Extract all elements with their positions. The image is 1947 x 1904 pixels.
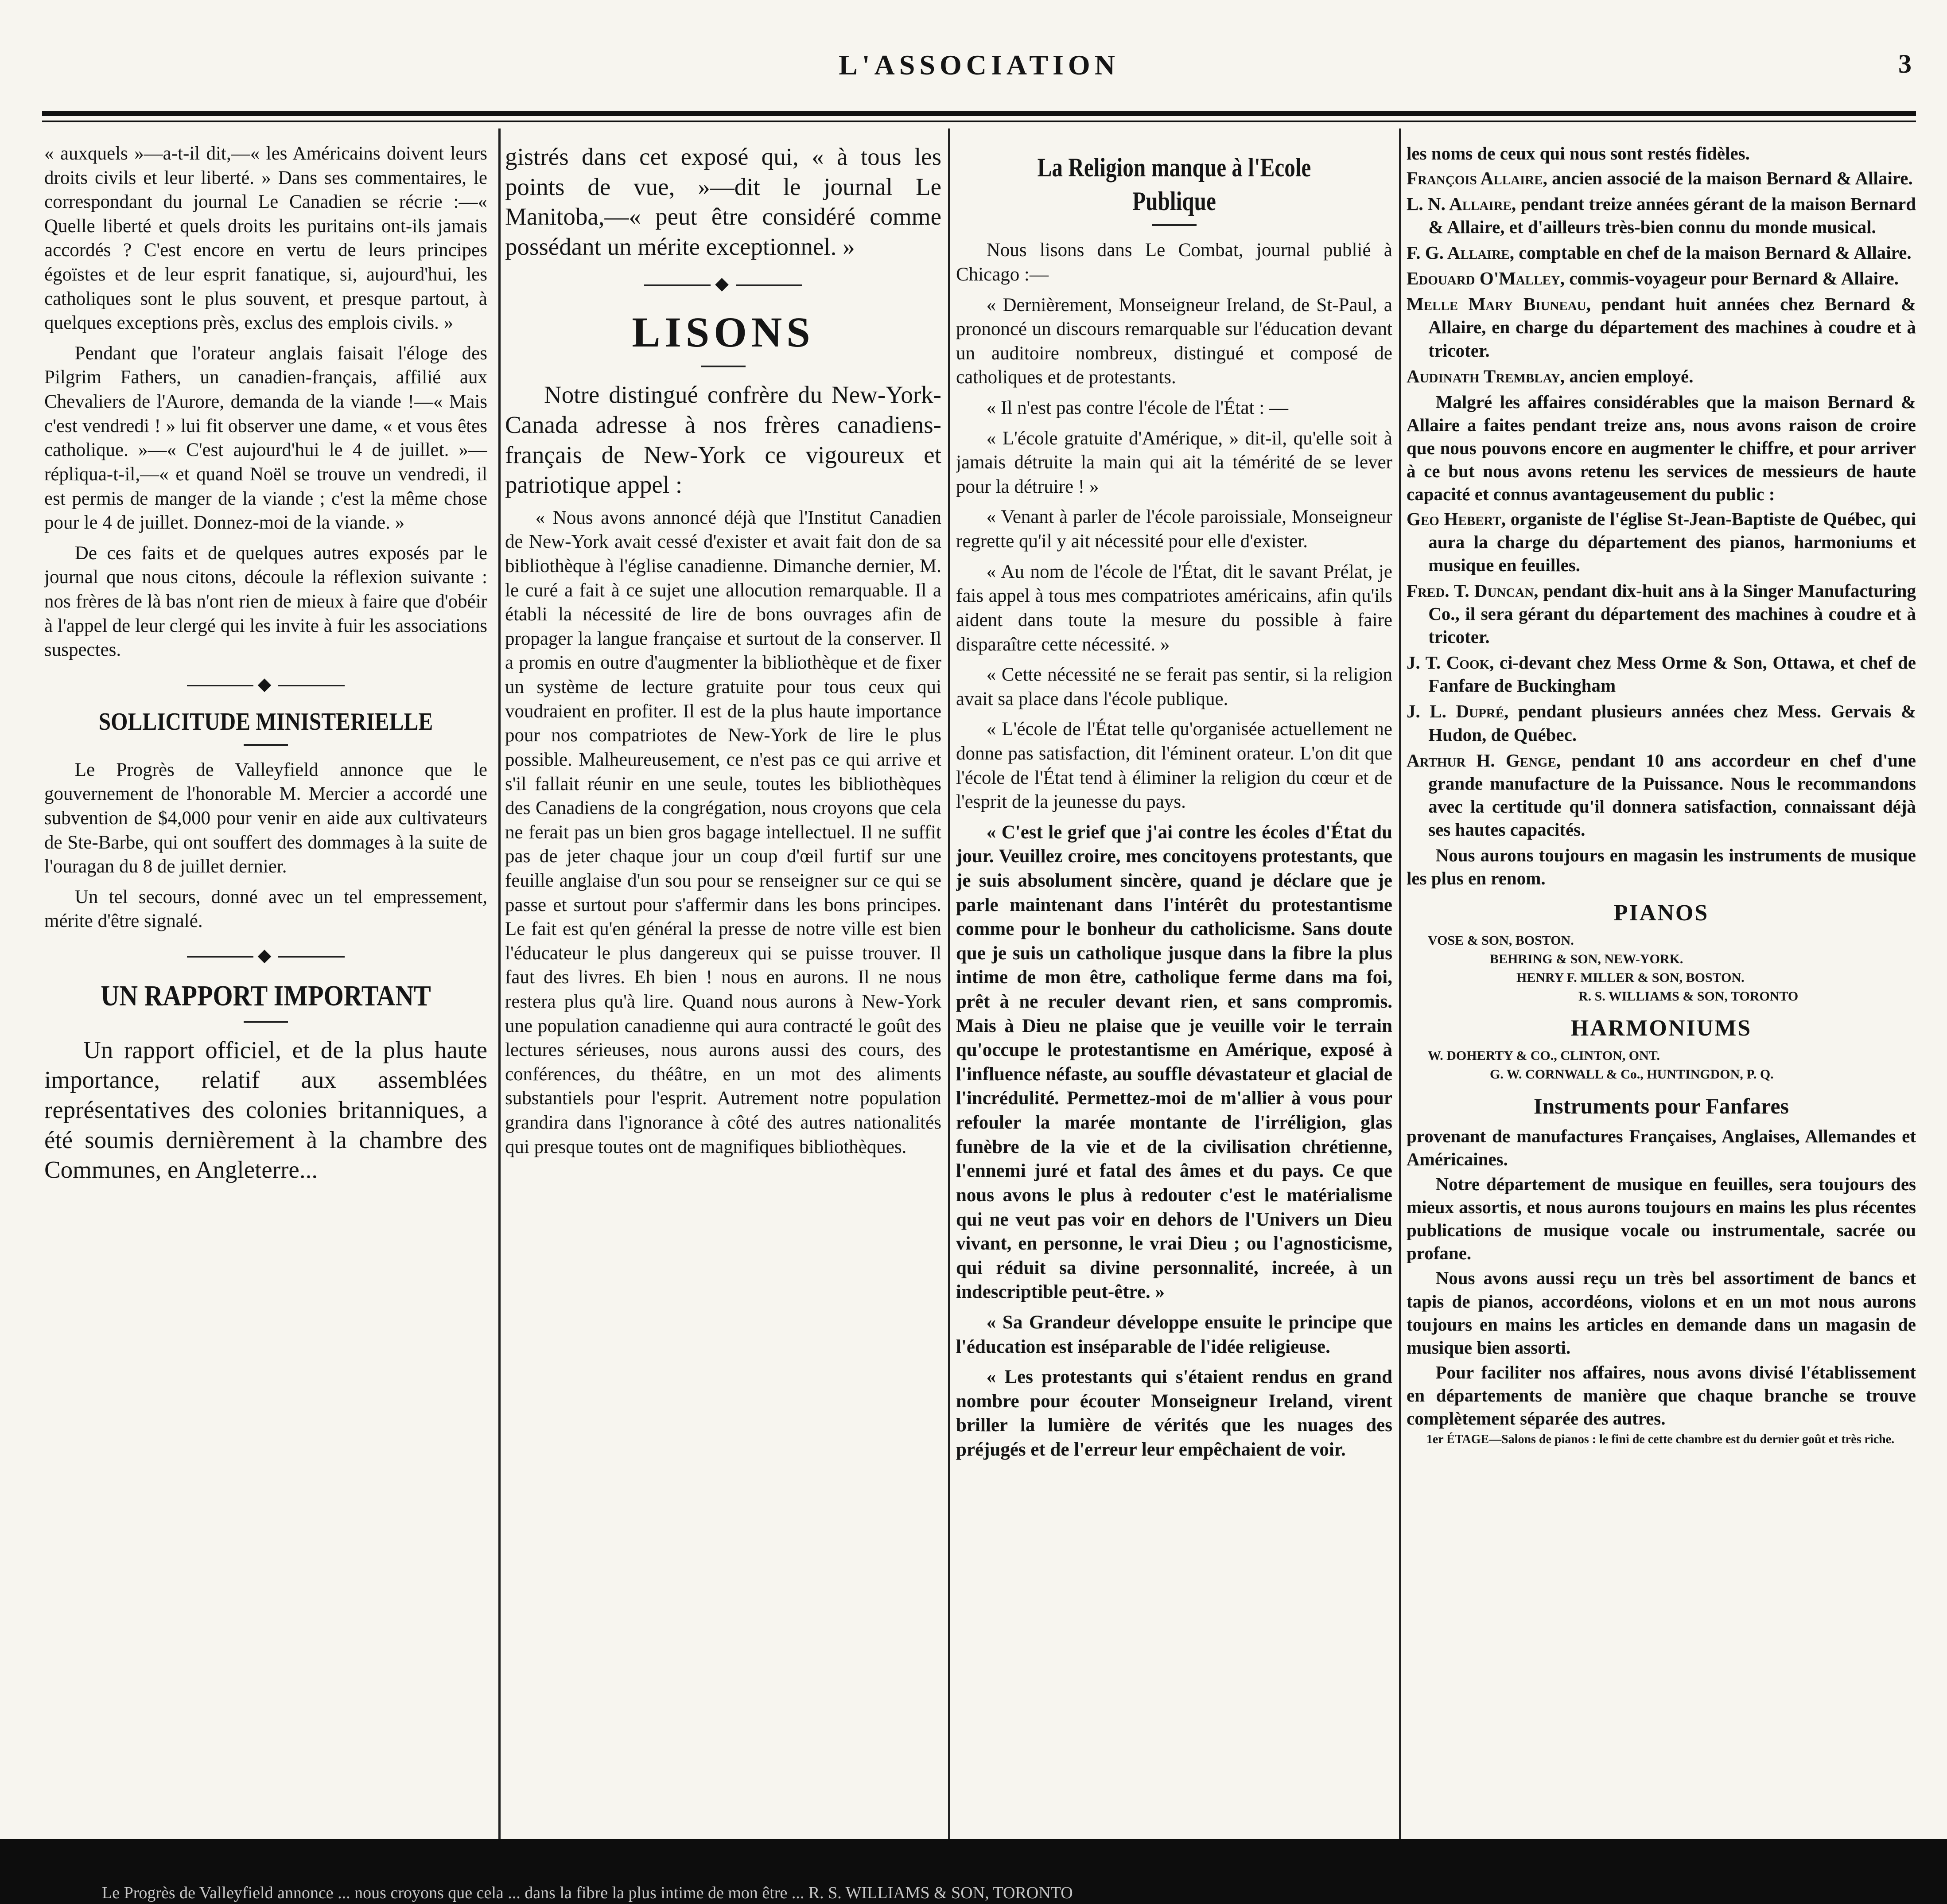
paragraph: les noms de ceux qui nous sont restés fidèles. bbox=[1407, 143, 1750, 164]
page-number: 3 bbox=[1898, 49, 1912, 78]
floor-listing: 1er ÉTAGE—Salons de pianos : le fini de cette chambre est du dernier goût et très riche. bbox=[1426, 1432, 1895, 1446]
staff-name: Audinath Tremblay bbox=[1407, 366, 1560, 386]
staff-desc: , ancien employé. bbox=[1560, 366, 1694, 386]
staff-desc: , commis-voyageur pour Bernard & Allaire. bbox=[1560, 268, 1899, 289]
section-heading: LISONS bbox=[632, 308, 815, 356]
short-rule bbox=[701, 366, 746, 367]
staff-name: Edouard O'Malley bbox=[1407, 268, 1560, 289]
paragraph: « Au nom de l'école de l'État, dit le savant Prélat, je fais appel à tous mes compatriotes américains, afin qu'ils aident dans toute la mesure du possible à faire disparaître cette nécessité. » bbox=[956, 561, 1392, 655]
staff-name: Melle Mary Biuneau bbox=[1407, 294, 1586, 315]
paragraph: « L'école de l'État telle qu'organisée actuellement ne donne pas satisfaction, dit l'éminent orateur. L'on dit que l'école de l'État tend à éliminer la religion du cœur et de l'esprit de la jeunesse du pays. bbox=[956, 719, 1392, 813]
paragraph: gistrés dans cet exposé qui, « à tous les points de vue, »—dit le journal Le Manitoba,—« peut être considéré comme possédant un mérite exceptionnel. » bbox=[505, 143, 941, 260]
staff-name: Fred. T. Duncan bbox=[1407, 580, 1534, 601]
paragraph: « L'école gratuite d'Amérique, » dit-il, qu'elle soit à jamais détruite la main qui ait la témérité de se lever pour la détruire ! » bbox=[956, 428, 1392, 497]
staff-entry bbox=[1407, 700, 1916, 746]
paragraph: Pendant que l'orateur anglais faisait l'éloge des Pilgrim Fathers, un canadien-français, affilié aux Chevaliers de l'Aurore, demanda de la viande !—« Mais c'est vendredi ! » lui fit observer une dame, « et vous êtes catholique. »—« C'est aujourd'hui le 4 de juillet. »—répliqua-t-il,—« et quand Noël se trouve un vendredi, il est permis de manger de la viande ; c'est la même chose pour le 4 de juillet. Donnez-moi de la viande. » bbox=[44, 343, 487, 533]
staff-name: Arthur H. Genge bbox=[1407, 750, 1556, 771]
staff-entry bbox=[1407, 292, 1916, 362]
staff-entry bbox=[1407, 749, 1916, 841]
ornament-divider: ◆ bbox=[44, 673, 487, 696]
paragraph: Nous lisons dans Le Combat, journal publié à Chicago :— bbox=[956, 240, 1392, 285]
staff-desc: , ci-devant chez Mess Orme & Son, Ottawa, et chef de Fanfare de Buckingham bbox=[1428, 652, 1916, 696]
staff-desc: , ancien associé de la maison Bernard & Allaire. bbox=[1543, 168, 1913, 189]
staff-name: F. G. Allaire bbox=[1407, 242, 1510, 263]
newspaper-title: L'ASSOCIATION bbox=[839, 49, 1119, 81]
short-rule bbox=[244, 744, 288, 746]
staff-desc: , comptable en chef de la maison Bernard & Allaire. bbox=[1509, 242, 1912, 263]
paragraph: « Venant à parler de l'école paroissiale, Monseigneur regrette qu'il y ait nécessité pour elle d'exister. bbox=[956, 506, 1392, 552]
ornament-divider: ◆ bbox=[505, 273, 941, 295]
paragraph: « Sa Grandeur développe ensuite le principe que l'éducation est inséparable de l'idée religieuse. bbox=[956, 1312, 1392, 1357]
paragraph: Pour faciliter nos affaires, nous avons divisé l'établissement en départements de manière que chaque branche se trouve complètement séparée des autres. bbox=[1407, 1362, 1916, 1429]
staff-entry bbox=[1407, 267, 1916, 290]
staff-desc: , pendant 10 ans accordeur en chef d'une grande manufacture de la Puissance. Nous le recommandons avec la certitude qu'il donnera satisfaction, connaissant déjà ses hautes capacités. bbox=[1428, 750, 1916, 840]
staff-name: Geo Hebert bbox=[1407, 508, 1501, 529]
column-divider bbox=[1399, 128, 1401, 1839]
bleed-through-text: Le Progrès de Valleyfield annonce ... nous croyons que cela ... dans la fibre la plus intime de mon être ... R. S. WILLIAMS & SON, TORONTO bbox=[102, 1884, 1073, 1902]
column-4 bbox=[1407, 142, 1916, 1839]
column-2 bbox=[505, 142, 941, 1839]
short-rule bbox=[244, 1021, 288, 1023]
staff-name: J. T. Cook bbox=[1407, 652, 1490, 673]
paragraph: « Les protestants qui s'étaient rendus en grand nombre pour écouter Monseigneur Ireland, virent briller la lumière de vérités que les nuages des préjugés et de l'erreur leur empêchaient de voir. bbox=[956, 1367, 1392, 1460]
paragraph: « Nous avons annoncé déjà que l'Institut Canadien de New-York avait cessé d'exister et avait fait don de sa bibliothèque à l'église canadienne. Dimanche dernier, M. le curé a fait à ce sujet une allocution remarquable. Il a établi la nécessité de lire de bons ouvrages afin de propager la langue française et surtout de la conserver. Il a promis en outre d'augmenter la bibliothèque et de fixer un système de lecture gratuite pour tous ceux qui voudraient en profiter. Il est de la plus haute importance pour nos compatriotes de New-York de lire le plus possible. Malheureusement, ce n'est pas ce qui arrive et s'il fallait réunir en une seule, toutes les bibliothèques des Canadiens de la congrégation, nous croyons que cela ne ferait pas un bien gros bagage intellectuel. Il ne suffit pas de jeter chaque jour un coup d'œil furtif sur une feuille anglaise d'un sou pour se renseigner sur ce qui se passe et surtout pour s'affermir dans les bons principes. Le fait est qu'en général la presse de notre ville est bien l'éducateur le plus dangereux qui se puisse trouver. Il faut des livres. Eh bien ! nous en aurons. Il ne nous restera plus qu'à lire. Quand nous aurons à New-York une population canadienne qui aura contracté le goût des lectures sérieuses, nous aurons aussi des cours, des conférences, du théâtre, en un mot des aliments substantiels pour l'esprit. Autrement notre population grandira dans l'ignorance à côté des autres nationalités qui presque toutes ont de magnifiques bibliothèques. bbox=[505, 507, 941, 1157]
paragraph: provenant de manufactures Françaises, Anglaises, Allemandes et Américaines. bbox=[1407, 1126, 1916, 1170]
paragraph: De ces faits et de quelques autres exposés par le journal que nous citons, découle la réflexion suivante : nos frères de là bas n'ont rien de mieux à faire que d'obéir à l'appel de leur clergé qui les invite à fuir les associations suspectes. bbox=[44, 542, 487, 661]
staff-entry bbox=[1407, 579, 1916, 648]
staff-desc: , pendant plusieurs années chez Mess. Gervais & Hudon, de Québec. bbox=[1428, 701, 1916, 745]
staff-entry bbox=[1407, 241, 1916, 264]
piano-maker: HENRY F. MILLER & SON, BOSTON. bbox=[1516, 970, 1745, 985]
masthead-rule-thick bbox=[42, 111, 1916, 116]
section-heading: SOLLICITUDE MINISTERIELLE bbox=[98, 708, 433, 736]
section-heading: La Religion manque à l'Ecole Publique bbox=[1037, 153, 1311, 216]
paragraph: « Dernièrement, Monseigneur Ireland, de St-Paul, a prononcé un discours remarquable sur l'éducation devant un auditoire nombreux, distingué et composé de catholiques et de protestants. bbox=[956, 294, 1392, 388]
staff-entry bbox=[1407, 192, 1916, 238]
staff-name: J. L. Dupré bbox=[1407, 701, 1504, 722]
paragraph: « Il n'est pas contre l'école de l'État : — bbox=[986, 397, 1288, 419]
bottom-scan-edge bbox=[0, 1839, 1947, 1904]
staff-entry bbox=[1407, 651, 1916, 697]
staff-entry bbox=[1407, 365, 1916, 388]
staff-list bbox=[1407, 507, 1916, 841]
harmonium-maker: W. DOHERTY & CO., CLINTON, ONT. bbox=[1428, 1048, 1660, 1063]
ornament-divider: ◆ bbox=[44, 944, 487, 967]
harmonium-maker: G. W. CORNWALL & Co., HUNTINGDON, P. Q. bbox=[1490, 1067, 1774, 1082]
paragraph: « auxquels »—a-t-il dit,—« les Américains doivent leurs droits civils et leur liberté. » Dans ses commentaires, le correspondant du journal Le Canadien se récrie :—« Quelle liberté et quels droits les puritains ont-ils jamais accordés ? C'est encore en vertu de leurs principes égoïstes et de leur esprit fanatique, si, aujourd'hui, les catholiques sont le plus souvent, et presque partout, à quelques exceptions près, exclus des emplois civils. » bbox=[44, 143, 487, 334]
paragraph: « C'est le grief que j'ai contre les écoles d'État du jour. Veuillez croire, mes concitoyens protestants, que je suis absolument sincère, quand je déclare que je parle maintenant dans l'intérêt du protestantisme comme pour le bonheur du catholicisme. Sans doute que je suis un catholique jusque dans la fibre la plus intime de mon être, catholique ferme dans ma foi, prêt à ne reculer devant rien, et sans compromis. Mais à Dieu ne plaise que je veuille voir le terrain qu'occupe le protestantisme en Amérique, exposé à l'influence néfaste, au souffle dévastateur et glacial de l'incrédulité. Permettez-moi de m'allier à vous pour refouler la marée montante de l'irréligion, glas funèbre de la vie et de la civilisation chrétienne, l'ennemi juré et fatal des âmes et du pays. Ce que nous avons le plus à redouter c'est le matérialisme qui ne veut pas voir en dehors de l'Univers un Dieu vivant, en personne, le vrai Dieu ; ou l'agnosticisme, qui réduit sa divine personnalité, increée, à un indescriptible peut-être. » bbox=[956, 822, 1392, 1303]
piano-maker: BEHRING & SON, NEW-YORK. bbox=[1490, 952, 1683, 967]
masthead-rule-thin bbox=[42, 121, 1916, 122]
paragraph: Le Progrès de Valleyfield annonce que le gouvernement de l'honorable M. Mercier a accordé une subvention de $4,000 pour venir en aide aux cultivateurs de Ste-Barbe, qui ont souffert des dommages à la suite de l'ouragan du 8 de juillet dernier. bbox=[44, 759, 487, 877]
section-heading: UN RAPPORT IMPORTANT bbox=[101, 979, 431, 1012]
paragraph: Malgré les affaires considérables que la maison Bernard & Allaire a faites pendant treize ans, nous avons raison de croire que nous pouvons encore en augmenter le chiffre, et pour arriver à ce but nous avons retenu les services de messieurs de haute capacité et connus avantageusement du public : bbox=[1407, 391, 1916, 504]
harmoniums-heading: HARMONIUMS bbox=[1570, 1016, 1752, 1041]
piano-maker: R. S. WILLIAMS & SON, TORONTO bbox=[1578, 989, 1799, 1004]
paragraph: Nous aurons toujours en magasin les instruments de musique les plus en renom. bbox=[1407, 845, 1916, 888]
staff-desc: , pendant dix-huit ans à la Singer Manufacturing Co., il sera gérant du département des machines à coudre et à tricoter. bbox=[1428, 580, 1916, 647]
staff-entry bbox=[1407, 167, 1916, 190]
paragraph: Un tel secours, donné avec un tel empressement, mérite d'être signalé. bbox=[44, 886, 487, 932]
column-1 bbox=[44, 142, 487, 1839]
staff-desc: , organiste de l'église St-Jean-Baptiste de Québec, qui aura la charge du département des pianos, harmoniums et musique en feuilles. bbox=[1428, 508, 1916, 576]
paragraph: Notre département de musique en feuilles, sera toujours des mieux assortis, et nous aurons toujours en mains les plus récentes publications de musique vocale ou instrumentale, sacrée ou profane. bbox=[1407, 1174, 1916, 1264]
column-3 bbox=[956, 142, 1392, 1839]
piano-maker: VOSE & SON, BOSTON. bbox=[1428, 933, 1574, 948]
column-divider bbox=[498, 128, 501, 1839]
staff-desc: , pendant huit années chez Bernard & Allaire, en charge du département des machines à coudre et à tricoter. bbox=[1428, 294, 1916, 361]
short-rule bbox=[1152, 224, 1197, 226]
fanfares-heading: Instruments pour Fanfares bbox=[1534, 1093, 1789, 1118]
paragraph: Un rapport officiel, et de la plus haute importance, relatif aux assemblées représentatives des colonies britanniques, a été soumis dernièrement à la chambre des Communes, en Angleterre... bbox=[44, 1036, 487, 1184]
paragraph: Notre distingué confrère du New-York-Canada adresse à nos frères canadiens-français de New-York ce vigoureux et patriotique appel : bbox=[505, 381, 941, 498]
staff-name: François Allaire bbox=[1407, 168, 1543, 189]
paragraph: Nous avons aussi reçu un très bel assortiment de bancs et tapis de pianos, accordéons, violons et en un mot nous aurons toujours en mains les articles en demande dans un magasin de musique bien assorti. bbox=[1407, 1268, 1916, 1358]
staff-name: L. N. Allaire bbox=[1407, 194, 1512, 214]
staff-list bbox=[1407, 167, 1916, 388]
column-divider bbox=[948, 128, 950, 1839]
staff-entry bbox=[1407, 507, 1916, 576]
masthead bbox=[42, 49, 1916, 89]
pianos-heading: PIANOS bbox=[1613, 900, 1709, 926]
paragraph: « Cette nécessité ne se ferait pas sentir, si la religion avait sa place dans l'école publique. bbox=[956, 664, 1392, 709]
staff-desc: , pendant treize années gérant de la maison Bernard & Allaire, et d'ailleurs très-bien connu du monde musical. bbox=[1428, 194, 1916, 238]
